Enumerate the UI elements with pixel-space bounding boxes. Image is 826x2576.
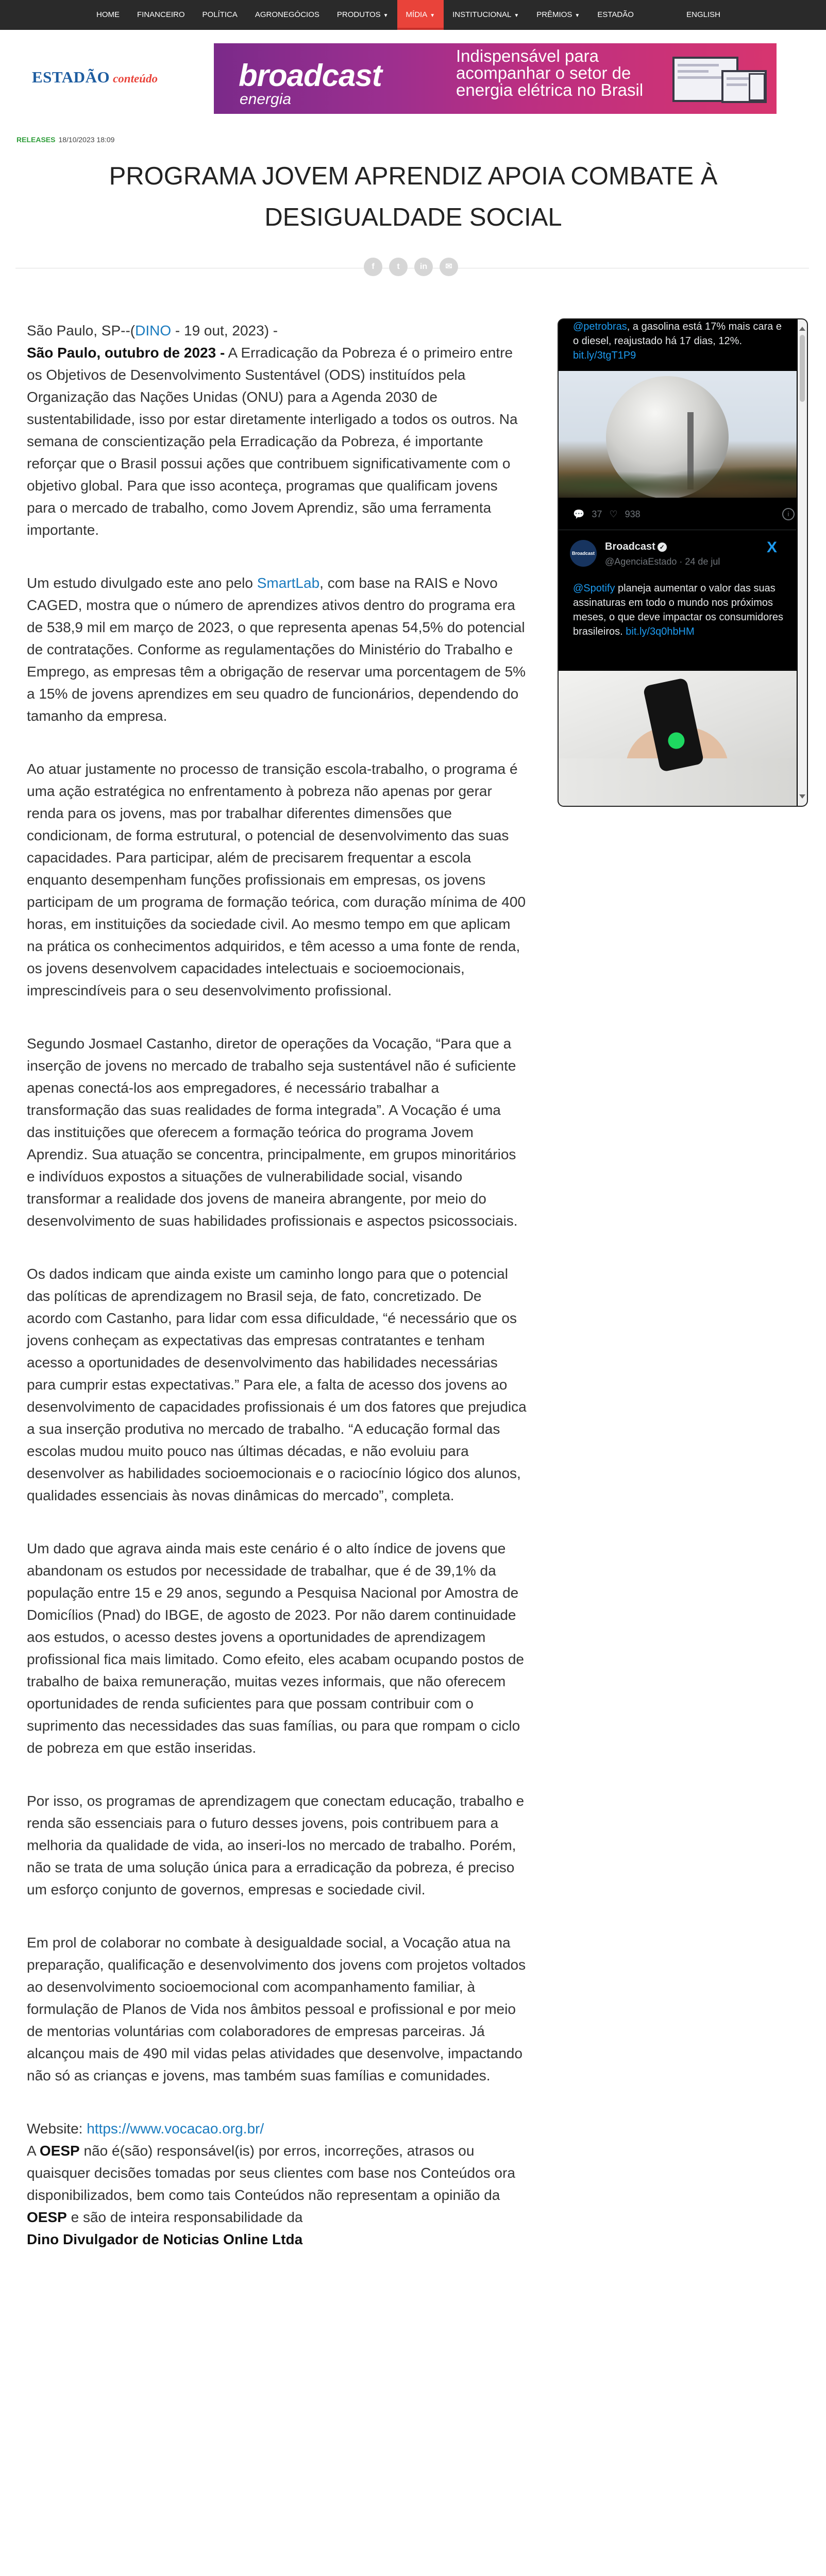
nav-item-agronegocios[interactable] bbox=[246, 0, 328, 30]
dino-link[interactable]: DINO bbox=[135, 323, 172, 338]
nav-item-label: PRÊMIOS bbox=[536, 10, 572, 19]
banner-brand: broadcast bbox=[239, 58, 382, 93]
caret-down-icon: ▼ bbox=[430, 13, 435, 19]
nav-item-label: POLÍTICA bbox=[202, 10, 238, 19]
banner-brand-sub: energia bbox=[240, 91, 292, 108]
twitter-icon[interactable]: t bbox=[389, 258, 408, 276]
nav-item-home[interactable] bbox=[88, 0, 128, 30]
tweet-1-text: @petrobras, a gasolina está 17% mais cara e o diesel, reajustado há 17 dias, 12%. bit.ly/3tgT1P9 bbox=[573, 321, 782, 361]
banner-tagline: Indispensável para acompanhar o setor de energia elétrica no Brasil bbox=[456, 46, 644, 99]
paragraph-1: São Paulo, outubro de 2023 - A Erradicação da Pobreza é o primeiro entre os Objetivos de Desenvolvimento Sustentável (ODS) instituídos pela Organização das Nações Unidas (ONU) para a Agenda 2030 de sustentabilidade, isso por estar diretamente interligado a todos os outros. Na semana de conscientização pela Erradicação da Pobreza, é importante reforçar que o Brasil possui ações que contribuem significativamente com o objetivo global. Para que isso aconteça, programas que qualificam jovens para o mercado de trabalho, como Jovem Aprendiz, são uma ferramenta importante. bbox=[27, 345, 518, 538]
scrollbar-thumb[interactable] bbox=[800, 335, 805, 402]
scroll-up-icon[interactable] bbox=[799, 327, 805, 331]
article-footer: Website: https://www.vocacao.org.br/ A OESP não é(são) responsável(is) por erros, incorreções, atrasos ou quaisquer decisões tomadas por seus clientes com base nos Conteúdos ora disponibilizados, bem como tais Conteúdos não representam a opinião da OESP e são de inteira responsabilidade da Dino Divulgador de Noticias Online Ltda bbox=[27, 2121, 515, 2247]
article-title: PROGRAMA JOVEM APRENDIZ APOIA COMBATE À DESIGUALDADE SOCIAL bbox=[109, 162, 718, 231]
paragraph-6: Um dado que agrava ainda mais este cenário é o alto índice de jovens que abandonam os estudos por necessidade de trabalhar, que é de 39,1% da população entre 15 e 29 anos, segundo a Pesquisa Nacional por Amostra de Domicílios (Pnad) do IBGE, de agosto de 2023. Por não darem continuidade aos estudos, o acesso destes jovens a oportunidades de aprendizagem profissional fica mais limitado. Como efeito, eles acabam ocupando postos de trabalho de baixa remuneração, muitas vezes informais, que não oferecem oportunidades de renda suficientes para que possam contribuir com o suprimento das necessidades das suas famílias, ou para que rompam o ciclo de pobreza em que estão inseridas. bbox=[27, 1540, 524, 1756]
nav-item-premios[interactable] bbox=[528, 0, 588, 30]
paragraph-8: Em prol de colaborar no combate à desigualdade social, a Vocação atua na preparação, qualificação e desenvolvimento dos jovens com projetos voltados ao desenvolvimento socioemocional com acompanhamento familiar, à formulação de Planos de Vida nos âmbitos pessoal e profissional e por meio de mentorias voluntárias com colaboradores de empresas parceiras. Já alcançou mais de 490 mil vidas pelas atividades que desenvolve, impactando não só as crianças e jovens, mas também suas famílias e comunidades. bbox=[27, 1935, 526, 2083]
paragraph-3: Ao atuar justamente no processo de transição escola-trabalho, o programa é uma ação estratégica no enfrentamento à pobreza não apenas por gerar renda para os jovens, mas por trabalhar diferentes dimensões que condicionam, de forma estrutural, o potencial de desenvolvimento das suas capacidades. Para participar, além de precisarem frequentar a escola enquanto desempenham funções profissionais em empresas, os jovens participam de um programa de formação teórica, com duração mínima de 400 horas, em instituições da sociedade civil. Ao mesmo tempo em que aplicam na prática os conhecimentos adquiridos, e têm acesso a uma fonte de renda, os jovens desenvolvem capacidades intelectuais e socioemocionais, imprescindíveis para o seu desenvolvimento profissional. bbox=[27, 761, 526, 998]
verified-icon: ✓ bbox=[658, 543, 667, 552]
tweet-1-link[interactable]: bit.ly/3tgT1P9 bbox=[573, 350, 636, 361]
nav-menu bbox=[88, 0, 643, 30]
widget-scrollbar[interactable] bbox=[798, 319, 807, 806]
nav-item-institucional[interactable] bbox=[444, 0, 528, 30]
tweet-2-handle: @AgenciaEstado · 24 de jul bbox=[605, 556, 720, 567]
nav-item-financeiro[interactable] bbox=[128, 0, 194, 30]
article-date: 18/10/2023 18:09 bbox=[58, 135, 115, 144]
language-link[interactable]: ENGLISH bbox=[686, 10, 720, 19]
website-link[interactable]: https://www.vocacao.org.br/ bbox=[87, 2121, 264, 2137]
nav-item-produtos[interactable] bbox=[328, 0, 397, 30]
tweet-1-mention[interactable]: @petrobras bbox=[573, 321, 627, 332]
tweet-2-mention[interactable]: @Spotify bbox=[573, 583, 615, 594]
article-body bbox=[27, 319, 527, 2250]
tweet-2-link[interactable]: bit.ly/3q0hbHM bbox=[626, 626, 695, 637]
info-icon[interactable]: i bbox=[782, 508, 795, 520]
dateline: São Paulo, SP--(DINO - 19 out, 2023) - bbox=[27, 323, 278, 338]
tweet-2-text: @Spotify planeja aumentar o valor das suas assinaturas em todo o mundo nos próximos meses, o que deve impactar os consumidores brasileiros. bit.ly/3q0hbHM bbox=[573, 583, 783, 637]
paragraph-5: Os dados indicam que ainda existe um caminho longo para que o potencial das políticas de aprendizagem no Brasil seja, de fato, concretizado. De acordo com Castanho, para lidar com essa dificuldade, “é necessário que os jovens conheçam as expectativas das empresas contratantes e tenham acesso a oportunidades de desenvolvimento das habilidades necessárias para cumprir estas expectativas.” Para ele, a falta de acesso dos jovens ao desenvolvimento de capacidades profissionais é um dos fatores que prejudica a sua inserção produtiva no mercado de trabalho. “A educação formal das escolas mudou muito pouco nas últimas décadas, e não evoluiu para desenvolver as habilidades socioemocionais e o raciocínio lógico dos alunos, qualidades essenciais às novas dinâmicas do mercado”, completa. bbox=[27, 1266, 527, 1503]
reply-icon[interactable]: 💬 bbox=[573, 509, 585, 519]
scroll-down-icon[interactable] bbox=[799, 794, 805, 799]
caret-down-icon: ▼ bbox=[575, 13, 580, 19]
nav-item-estadao[interactable] bbox=[588, 0, 643, 30]
twitter-timeline-widget[interactable] bbox=[558, 318, 808, 807]
article-meta bbox=[16, 135, 114, 144]
broadcast-avatar[interactable]: Broadcast bbox=[570, 540, 597, 567]
logo-conteudo-text: conteúdo bbox=[113, 72, 158, 85]
nav-item-midia[interactable] bbox=[397, 0, 444, 30]
facebook-icon[interactable]: f bbox=[364, 258, 382, 276]
devices-illustration bbox=[672, 53, 765, 105]
nav-item-label: HOME bbox=[96, 10, 120, 19]
reply-count: 37 bbox=[592, 509, 602, 519]
paragraph-4: Segundo Josmael Castanho, diretor de operações da Vocação, “Para que a inserção de jovens no mercado de trabalho seja sustentável não é suficiente apenas conectá-los aos empregadores, é necessário trabalhar a transformação das suas realidades de forma integrada”. A Vocação é uma das instituições que oferecem a formação teórica do programa Jovem Aprendiz. Sua atuação se concentra, principalmente, em grupos minoritários e indivíduos expostos a situações de vulnerabilidade social, visando transformar a realidade dos jovens de maneira abrangente, por meio do desenvolvimento de suas habilidades profissionais e aspectos psicossociais. bbox=[27, 1036, 518, 1229]
nav-item-label: INSTITUCIONAL bbox=[452, 10, 512, 19]
dino-company-name: Dino Divulgador de Noticias Online Ltda bbox=[27, 2231, 303, 2247]
tweet-1-actions bbox=[573, 509, 789, 520]
linkedin-icon[interactable]: in bbox=[414, 258, 433, 276]
caret-down-icon: ▼ bbox=[514, 13, 519, 19]
tweet-2-author[interactable]: Broadcast ✓ bbox=[605, 541, 667, 553]
article-category[interactable]: RELEASES bbox=[16, 135, 56, 144]
like-icon[interactable]: ♡ bbox=[609, 509, 618, 519]
top-navigation-bar bbox=[0, 0, 826, 30]
broadcast-energia-banner[interactable] bbox=[214, 43, 777, 114]
nav-item-politica[interactable] bbox=[194, 0, 246, 30]
share-buttons bbox=[364, 258, 458, 276]
estadao-conteudo-logo[interactable] bbox=[32, 68, 176, 89]
nav-item-label: PRODUTOS bbox=[336, 10, 381, 19]
tweet-1-image[interactable] bbox=[559, 371, 797, 498]
nav-item-label: AGRONEGÓCIOS bbox=[255, 10, 319, 19]
nav-item-label: ESTADÃO bbox=[597, 10, 634, 19]
caret-down-icon: ▼ bbox=[383, 13, 389, 19]
tweet-2-image[interactable] bbox=[559, 671, 797, 806]
like-count: 938 bbox=[625, 509, 640, 519]
email-icon[interactable]: ✉ bbox=[440, 258, 458, 276]
nav-item-label: MÍDIA bbox=[406, 10, 428, 19]
nav-item-label: FINANCEIRO bbox=[137, 10, 185, 19]
paragraph-7: Por isso, os programas de aprendizagem que conectam educação, trabalho e renda são essenciais para o futuro desses jovens, pois contribuem para a melhoria da qualidade de vida, ao inseri-los no mercado de trabalho. Porém, não se trata de uma solução única para a erradicação da pobreza, é preciso um esforço conjunto de governos, empresas e sociedade civil. bbox=[27, 1793, 525, 1897]
paragraph-2: Um estudo divulgado este ano pelo SmartLab, com base na RAIS e Novo CAGED, mostra que o número de aprendizes ativos dentro do programa era de 538,9 mil em março de 2023, o que representa apenas 54,5% do potencial de contratações. Conforme as regulamentações do Ministério do Trabalho e Emprego, as empresas têm a obrigação de reservar uma porcentagem de 5% a 15% de jovens aprendizes em seu quadro de funcionários, dependendo do tamanho da empresa. bbox=[27, 575, 526, 724]
x-logo-icon[interactable]: X bbox=[767, 539, 778, 556]
logo-estadao-text: ESTADÃO bbox=[32, 68, 110, 86]
smartlab-link[interactable]: SmartLab bbox=[257, 575, 320, 591]
